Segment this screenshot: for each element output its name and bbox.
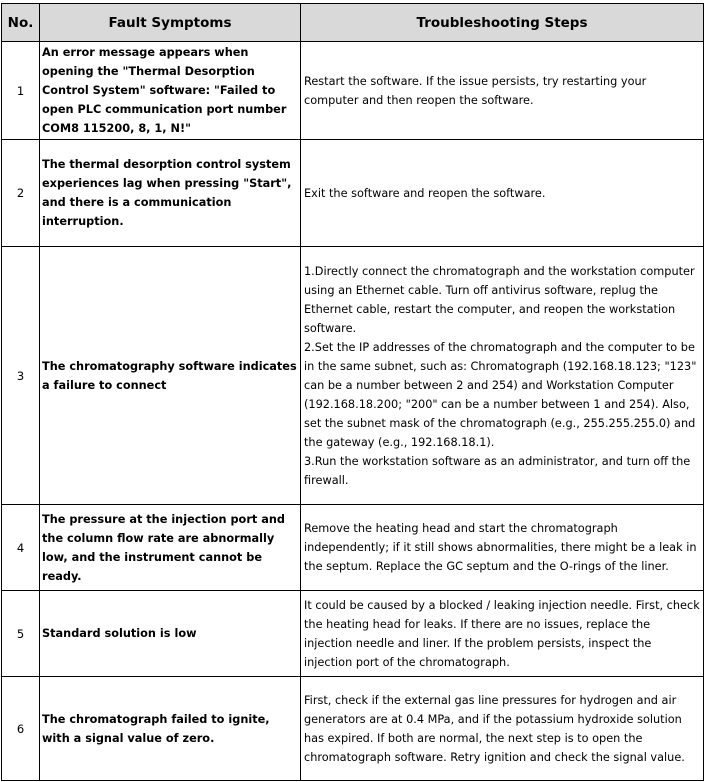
fault-symptom: The pressure at the injection port and the column flow rate are abnormally low, and the instrument cannot be ready. [40, 505, 301, 591]
fault-symptom: The chromatograph failed to ignite, with a signal value of zero. [40, 677, 301, 781]
step-text: 1.Directly connect the chromatograph and the workstation computer using an Ethernet cable. Turn off antivirus software, replug the Ethernet cable, restart the computer, and reopen the workstation software. [304, 264, 695, 335]
table-row [2, 677, 704, 781]
row-number: 6 [2, 677, 40, 781]
troubleshooting-table [1, 3, 704, 781]
fault-symptom: Standard solution is low [40, 591, 301, 677]
troubleshooting-step [301, 42, 704, 140]
table-row [2, 505, 704, 591]
troubleshooting-step [301, 677, 704, 781]
table-row [2, 591, 704, 677]
table-row [2, 140, 704, 247]
fault-symptom: The chromatography software indicates a failure to connect [40, 247, 301, 505]
header-troubleshooting-steps: Troubleshooting Steps [301, 4, 704, 42]
step-text: 2.Set the IP addresses of the chromatograph and the computer to be in the same subnet, such as: Chromatograph (192.168.18.123; "123" can be a number between 2 and 254) and Workstation Computer (192.168.18.200; "200" can be a number between 1 and 254). Also, set the subnet mask of the chromatograph (e.g., 255.255.255.0) and the gateway (e.g., 192.168.18.1). [304, 340, 697, 449]
header-fault-symptoms: Fault Symptoms [40, 4, 301, 42]
fault-symptom: The thermal desorption control system experiences lag when pressing "Start", and there is a communication interruption. [40, 140, 301, 247]
header-no: No. [2, 4, 40, 42]
row-number: 2 [2, 140, 40, 247]
step-text: First, check if the external gas line pressures for hydrogen and air generators are at 0.4 MPa, and if the potassium hydroxide solution has expired. If both are normal, the next step is to open the chromatograph software. Retry ignition and check the signal value. [304, 693, 685, 764]
row-number: 1 [2, 42, 40, 140]
step-text: Restart the software. If the issue persists, try restarting your computer and then reopen the software. [304, 74, 647, 107]
row-number: 4 [2, 505, 40, 591]
table-row [2, 247, 704, 505]
step-text: Exit the software and reopen the software. [304, 186, 546, 200]
troubleshooting-step [301, 140, 704, 247]
row-number: 5 [2, 591, 40, 677]
step-text: It could be caused by a blocked / leaking injection needle. First, check the heating head for leaks. If there are no issues, replace the injection needle and liner. If the problem persists, inspect the injection port of the chromatograph. [304, 598, 700, 669]
row-number: 3 [2, 247, 40, 505]
troubleshooting-step [301, 591, 704, 677]
fault-symptom: An error message appears when opening the "Thermal Desorption Control System" software: "Failed to open PLC communication port number COM8 115200, 8, 1, N!" [40, 42, 301, 140]
table-row [2, 42, 704, 140]
step-text: Remove the heating head and start the chromatograph independently; if it still shows abnormalities, there might be a leak in the septum. Replace the GC septum and the O-rings of the liner. [304, 522, 697, 573]
troubleshooting-step [301, 247, 704, 505]
troubleshooting-step [301, 505, 704, 591]
header-row [2, 4, 704, 42]
step-text: 3.Run the workstation software as an administrator, and turn off the firewall. [304, 454, 691, 487]
